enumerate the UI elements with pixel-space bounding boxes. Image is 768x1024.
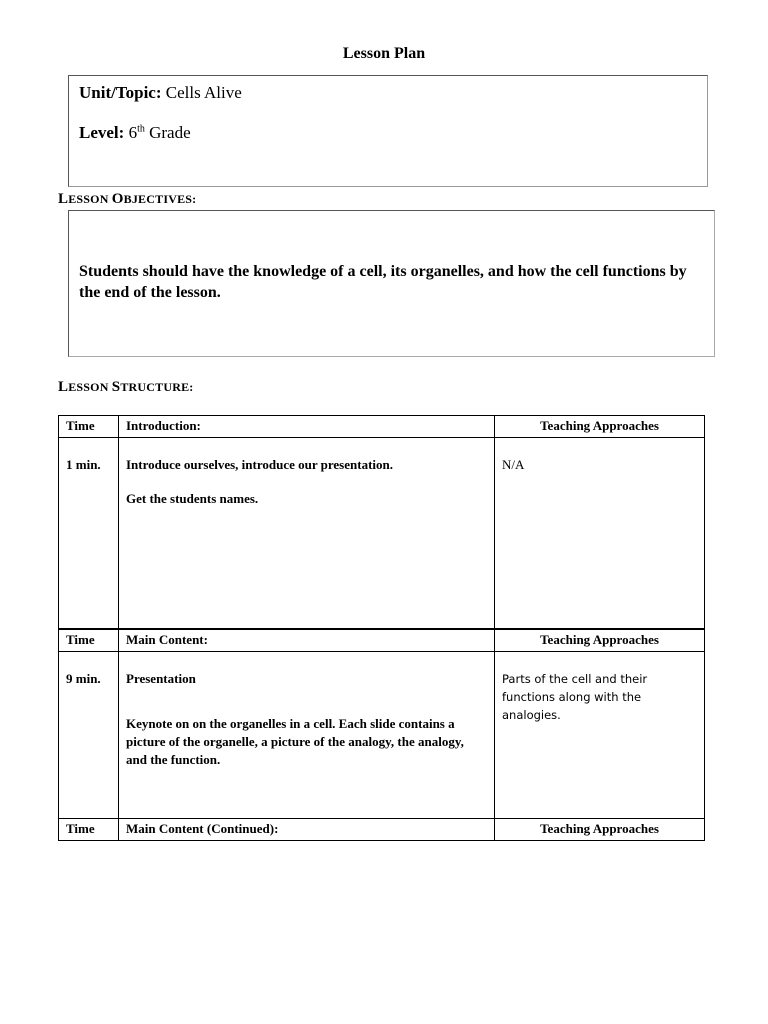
unit-topic-label: Unit/Topic:: [79, 83, 162, 102]
objectives-heading: LESSON OBJECTIVES:: [58, 191, 197, 207]
section-header: Main Content (Continued):: [119, 819, 495, 841]
objectives-box: [68, 210, 715, 357]
row-activity: [119, 438, 495, 629]
approach-header: Teaching Approaches: [495, 630, 705, 652]
table-row: [59, 652, 705, 819]
row-approach: N/A: [495, 438, 705, 629]
row-activity: [119, 652, 495, 819]
unit-topic-line: [79, 83, 242, 103]
unit-topic-value: Cells Alive: [165, 83, 242, 102]
approach-header: Teaching Approaches: [495, 416, 705, 438]
level-line: [79, 123, 191, 143]
level-label: Level:: [79, 123, 125, 142]
time-header: Time: [59, 416, 119, 438]
time-header: Time: [59, 630, 119, 652]
objectives-text: Students should have the knowledge of a cell, its organelles, and how the cell functions by the end of the lesson.: [79, 263, 687, 301]
level-rest: Grade: [149, 123, 191, 142]
approach-header: Teaching Approaches: [495, 819, 705, 841]
table-row: [59, 438, 705, 629]
page-title: Lesson Plan: [342, 45, 426, 62]
row-time: 9 min.: [59, 652, 119, 819]
introduction-table: [58, 415, 705, 629]
section-header: Introduction:: [119, 416, 495, 438]
table-header-row: [59, 630, 705, 652]
table-header-row: [59, 416, 705, 438]
structure-heading: LESSON STRUCTURE:: [58, 379, 194, 395]
main-content-table: [58, 629, 705, 841]
row-activity-title: Presentation: [126, 671, 196, 686]
level-number: 6: [128, 123, 138, 142]
level-suffix: th: [137, 123, 145, 135]
section-header: Main Content:: [119, 630, 495, 652]
row-activity-line: Get the students names.: [126, 491, 259, 506]
row-approach: Parts of the cell and their functions along with the analogies.: [495, 652, 705, 819]
time-header: Time: [59, 819, 119, 841]
table-header-row: [59, 819, 705, 841]
row-activity-body: Keynote on on the organelles in a cell. Each slide contains a picture of the organelle, a picture of the analogy, the analogy, and the function.: [126, 716, 464, 767]
row-time: 1 min.: [59, 438, 119, 629]
row-activity-line: Introduce ourselves, introduce our presentation.: [126, 457, 393, 472]
unit-info-box: [68, 75, 708, 187]
